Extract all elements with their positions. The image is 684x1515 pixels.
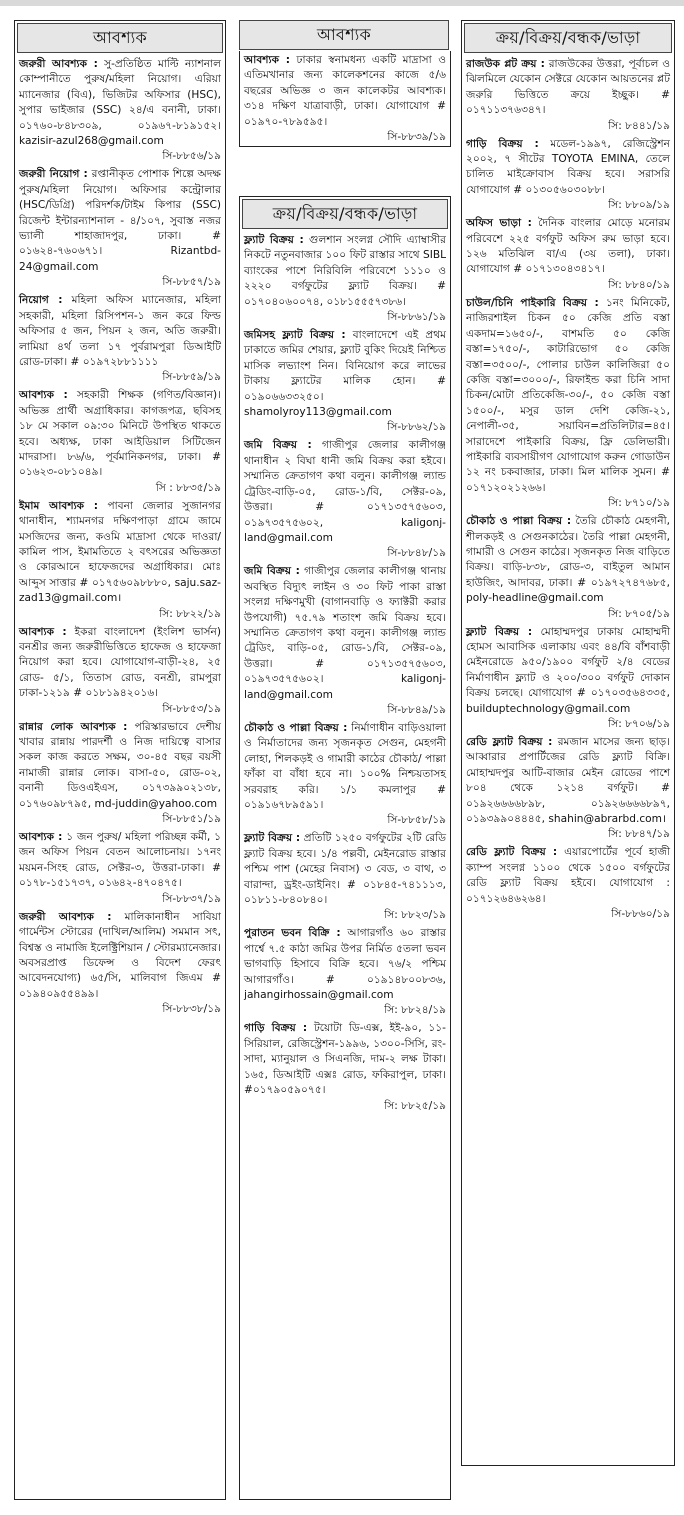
classified-ad xyxy=(462,623,674,733)
ad-text: রমজান মাসের জন্য ছাড়। আব্বারার প্রপার্টিজের রেডি ফ্ল্যাট বিক্রি। মোহাম্মদপুর আটি-বাজার মেইন রোডের পাশে ৮০৪ থেকে ১২১৪ বর্গফুট। # ০১৯২৬৬৬৬৮৯৮, ০১৯২৬৬৬৬৮৯৭, ০১৯৩৯৯০৪৪৪৫, shahin@abrarbd.com। xyxy=(466,736,671,826)
classified-ad xyxy=(15,165,225,291)
ad-ref: সি-৮৮৪৯/১৯ xyxy=(387,703,446,716)
ad-ref: সি: ৮৪৪১/১৯ xyxy=(608,119,670,132)
ad-title: ফ্ল্যাট বিক্রয় : xyxy=(244,234,304,246)
classified-ad xyxy=(462,294,674,512)
ad-ref: সি: ৮৮৪৭/১৯ xyxy=(608,828,670,841)
ad-text: পাবনা জেলার সুজানগর থানাধীন, শ্যামনগর দক্ষিণপাড়া গ্রামে জামে মসজিদের জন্য, কওমি মাদ্রাসা থেকে দাওরা/ কামিল পাস, ইমামতিতে ২ বৎসরের অভিজ্ঞতা ও কোরআনে হাফেজদের অগ্রাধিকার। মোঃ আব্দুস সাত্তার # ০১৭৫৬০৯৮৮৮০, saju.saz-zad13@gmail.com। xyxy=(19,499,221,605)
ad-title: পুরাতন ভবন বিক্রি : xyxy=(244,927,341,940)
classified-ad xyxy=(462,214,674,294)
ad-body xyxy=(462,55,674,119)
ad-title: রেডি ফ্ল্যাট বিক্রয় : xyxy=(466,736,553,749)
ad-title: জরুরী আবশ্যক : xyxy=(19,58,98,70)
ad-ref: সি-৮৮৩৭/১৯ xyxy=(162,892,221,905)
ad-body xyxy=(15,497,225,607)
ad-body xyxy=(15,828,225,892)
ad-title: চৌকাঠ ও পাল্লা বিক্রয় : xyxy=(466,515,572,528)
ad-title: আবশ্যক : xyxy=(19,625,67,638)
ad-ref: সি: ৮৮০৯/১৯ xyxy=(608,199,670,212)
classified-ad xyxy=(240,231,450,326)
ad-ref: সি: ৮৮২৪/১৯ xyxy=(384,1004,446,1017)
ad-text: গাজীপুর জেলার কালীগঞ্জ থানায় অবস্থিত বিদ্যুৎ লাইন ও ৩০ ফিট পাকা রাস্তা সংলগ্ন দক্ষিণমুখী (বাগানবাড়ি ও ফ্যাক্টরী করার উপযোগী) ৭৫.৭৯ শতাংশ জমি বিক্রয় হবে। সম্মানিত ক্রেতাগণ কথা বলুন। কালীগঞ্জ ল্যান্ড ট্রেডিং, বাড়ি-০৫, রোড-১/বি, সেক্টর-০৯, উত্তরা। # ০১৭১৩৫৭৫৬০৩, ০১৯৭৩৫৭৫৬০২। kaligonj-land@gmail.com xyxy=(244,565,447,701)
ad-text: গাজীপুর জেলার কালীগঞ্জ থানাধীন ২ বিঘা ধানী জমি বিক্রয় করা হইবে। সম্মানিত ক্রেতাগণ কথা বলুন। কালীগঞ্জ ল্যান্ড ট্রেডিং-বাড়ি-০৫, রোড-১/বি, সেক্টর-০৯, উত্তরা। # ০১৭১৩৫৭৫৬০৩, ০১৯৭৩৫৭৫৬০২, kaligonj-land@gmail.com xyxy=(244,439,447,544)
ad-ref: সি: ৮৭০৫/১৯ xyxy=(608,607,670,620)
classified-ad xyxy=(15,386,225,496)
ad-title: আবশ্যক : xyxy=(244,54,291,66)
ad-body xyxy=(240,51,450,130)
ad-ref: সি-৮৮৫৬/১৯ xyxy=(162,150,221,163)
ad-text: ঢাকার স্বনামধন্য একটি মাদ্রাসা ও এতিমখানার জন্য কালেকশনের কাজে ৫/৬ বছরের অভিজ্ঞ ৩ জন কালেকটর আবশ্যক। ৩১৪ দক্ষিণ যাত্রাবাড়ী, ঢাকা। যোগাযোগ # ০১৯৭০-৭৮৯৫৯৫। xyxy=(244,54,446,128)
column-sale-middle xyxy=(239,196,451,1500)
classified-ad xyxy=(240,326,450,436)
ad-title: আবশ্যক : xyxy=(19,389,68,402)
classified-ad xyxy=(462,733,674,843)
ad-title: রান্নার লোক আবশ্যক : xyxy=(19,720,128,733)
ad-body xyxy=(15,386,225,480)
ad-title: রাজউক প্লট ক্রয় : xyxy=(466,58,545,70)
ad-title: চাউল/চিনি পাইকারি বিক্রয় : xyxy=(466,296,599,309)
classified-ad xyxy=(240,1019,450,1114)
ad-title: জরুরী আবশ্যক : xyxy=(19,910,112,923)
ad-ref: সি: ৮৭০৬/১৯ xyxy=(608,718,670,731)
ad-text: তৈরি চৌকাঠ মেহগনী, শীলকড়ই ও সেগুনকাঠের। তৈরি পাল্লা মেহগনী, গামারী ও সেগুন কাঠের। সৃজনকৃত নিজ বাড়িতে বিক্রয়। বাড়ি-৮৩৮, রোড-৩, বাইতুল আমান হাউজিং, আদাবর, ঢাকা। # ০১৯৭২৭৪৭৬৮৫, poly-headline@gmail.com xyxy=(466,515,671,605)
ad-title: ফ্ল্যাট বিক্রয় : xyxy=(466,625,533,638)
ad-text: বাংলাদেশে এই প্রথম ঢাকাতে জমির শেয়ার, ফ্ল্যাট বুকিং দিয়েই নিশ্চিত মাসিক লভ্যাংশ নিন। বিনিয়োগ করে লাভের টাকায় ফ্ল্যাটের মালিক হোন। # ০১৯০৬৬৩৩২৫০। shamolyroy113@gmail.com xyxy=(244,329,447,419)
ad-body xyxy=(15,291,225,370)
ad-title: রেডি ফ্ল্যাট বিক্রয় : xyxy=(466,846,558,859)
ad-body xyxy=(240,562,450,703)
ad-body xyxy=(240,924,450,1003)
ad-title: ইমাম আবশ্যক : xyxy=(19,499,99,512)
classified-ad xyxy=(15,291,225,386)
ad-body xyxy=(462,512,674,606)
classified-ad xyxy=(15,55,225,165)
classified-ad xyxy=(240,924,450,1019)
ad-text: রাজউকের উত্তরা, পূর্বাচল ও ঝিলমিলে যেকোন সেক্টরে যেকোন আয়তনের প্লট জরুরি ভিত্তিতে ক্রয়ে ইচ্ছুক। # ০১৭১১৩৭৬৩৪৭। xyxy=(466,58,670,117)
ad-body xyxy=(15,165,225,275)
classified-ad xyxy=(462,135,674,215)
classified-ad xyxy=(240,562,450,719)
column-jobs-small xyxy=(239,20,449,50)
ad-title: অফিস ভাড়া : xyxy=(466,217,532,230)
ad-title: জমিসহ ফ্ল্যাট বিক্রয় : xyxy=(244,329,346,342)
ad-ref: সি-৮৮৬২/১৯ xyxy=(387,421,446,434)
classified-ad xyxy=(462,843,674,923)
classified-ad xyxy=(15,718,225,828)
ad-text: টয়োটা ডি-এক্স, ইই-৯০, ১১-সিরিয়াল, রেজিস্ট্রেশন-১৯৯৬, ১৩০০-সিসি, রং-সাদা, ম্যানুয়াল ও সিএনজি, দাম-২ লক্ষ টাকা। ১৬৫, ডিআইটি এক্সঃ রোড, ফকিরাপুল, ঢাকা। #০১৭৯০৫৯০৭৫। xyxy=(244,1022,446,1097)
ad-ref: সি-৮৮৫৩/১৯ xyxy=(162,702,221,715)
ad-body xyxy=(462,623,674,717)
classified-ad xyxy=(462,55,674,135)
ad-ref: সি-৮৮৫৭/১৯ xyxy=(162,276,221,289)
ad-ref: সি-৮৮৫৯/১৯ xyxy=(162,371,221,384)
column-jobs xyxy=(14,20,226,1500)
ad-title: ফ্ল্যাট বিক্রয় : xyxy=(244,832,301,845)
ad-text: ১ জন পুরুষ/ মহিলা পরিচ্ছন্ন কর্মী, ১ জন অফিস পিয়ন বেতন আলোচনায়। ১৭নং ময়মন-সিংহ রোড, সেক্টর-৩, উত্তরা-ঢাকা। # ০১৭৮-১৫১৭৩৭, ০১৬৪২-৪৭০৪৭৫। xyxy=(19,831,221,890)
ad-ref: সি-৮৮৪৮/১৯ xyxy=(387,547,446,560)
ad-body xyxy=(462,214,674,278)
ad-ref: সি: ৮৮২৩/১৯ xyxy=(384,909,446,922)
ad-text: দৈনিক বাংলার মোড়ে মনোরম পরিবেশে ২২৫ বর্গফুট অফিস রুম ভাড়া হবে। ১২৬ মতিঝিল বা/এ (৩য় তলা), ঢাকা। যোগাযোগ # ০১৭১৩০৪৩৪১৭। xyxy=(466,217,670,276)
ad-title: জমি বিক্রয় : xyxy=(244,565,300,578)
ad-list xyxy=(462,55,674,923)
ad-text: নির্মাণাধীন বাড়িওয়ালা ও নির্মাতাদের জন্য সৃজনকৃত সেগুন, মেহগনী লোহা, শিলকড়ই ও গামারী কাঠের চৌকাঠ/ পাল্লা ফাঁকা বা বাঁধা হবে না। ১০০% নিশ্চয়তাসহ সরবরাহ করি। ১/১ কমলাপুর # ০১৯১৬৭৮৯৫৯১। xyxy=(244,721,446,811)
ad-ref: সি: ৮৮২৫/১৯ xyxy=(384,1099,446,1112)
section-header: আবশ্যক xyxy=(239,20,449,50)
ad-ref: সি-৮৮৫৮/১৯ xyxy=(387,814,446,827)
ad-body xyxy=(15,718,225,812)
ad-ref: সি-৮৮৩৯/১৯ xyxy=(387,131,446,144)
ad-ref: সি-৮৮৬১/১৯ xyxy=(387,311,446,324)
ad-body xyxy=(240,829,450,908)
ad-title: গাড়ি বিক্রয় : xyxy=(244,1022,308,1035)
ad-text: মডেল-১৯৯৭, রেজিস্ট্রেশন ২০০২, ৭ সীটের TOYOTA EMINA, তেলে চালিত মাইক্রোবাস বিক্রয় হবে। সরাসরি যোগাযোগ # ০১৩০৫৬০৩০৮৮। xyxy=(466,137,670,196)
section-header: ক্রয়/বিক্রয়/বন্ধক/ভাড়া xyxy=(464,23,672,53)
ad-text: রপ্তানীকৃত পোশাক শিল্পে অদক্ষ পুরুষ/মহিলা নিয়োগ। অফিসার কন্ট্রোলার (HSC/ডিগ্রি) পরিদর্শক/টাইম কিপার (SSC) রিজেন্ট ইন্টারন্যাশনাল - ৪/১০৭, সুবাস্ত নজর ভ্যালী শাহাজাদপুর, ঢাকা। # ০১৬২৪-৭৬০৬৭১। Rizantbd-24@gmail.com xyxy=(19,168,221,273)
ad-body xyxy=(15,623,225,702)
ad-body xyxy=(462,294,674,496)
ad-body xyxy=(15,55,225,149)
ad-ref: সি: ৮৮৪০/১৯ xyxy=(608,278,670,291)
classified-ad xyxy=(15,908,225,1018)
ad-text: সু-প্রতিষ্ঠিত মাল্টি ন্যাশনাল কোম্পানীতে পুরুষ/মহিলা নিয়োগ। এরিয়া ম্যানেজার (বিএ), ভিজিটর অফিসার (HSC), সুপার ভাইজার (SSC) ২৪/এ বনানী, ঢাকা। ০১৭৬০-৮৪৮৩০৯, ০১৯৬৭-৮১৯১৫২। kazisir-azul268@gmail.com xyxy=(19,58,221,148)
ad-body xyxy=(240,231,450,310)
ad-body xyxy=(15,908,225,1002)
ad-text: ১নং মিনিকেট, নাজিরশাইল চিকন ৫০ কেজি প্রতি বস্তা একদাম=১৬৫০/-, বাশমতি ৫০ কেজি বস্তা=১৭৫০/-, কাটারিভোগ ৫০ কেজি বস্তা=৩৫০০/-, পোলার চাউল কালিজিরা ৫০ কেজি বস্তা=৩০০০/-, রিফাইন্ড করা চিনি সাদা চিকন/মোটা প্রতিকেজি-৩০/-, ৫০ কেজি বস্তা ১৫০০/-, মসুর ডাল দেশি কেজি-২১, নেপালী-৩৫, সয়াবিন=প্রতিলিটার=৪৫। সারাদেশে পাইকারি বিক্রয়, ফ্রি ডেলিভারী। পাইকারি ব্যবসায়ীগণ যোগাযোগ করুন গোডাউন ১২ নং চকবাজার, ঢাকা। মিল মালিক সুমন। # ০১৭১২০২১২৬৬। xyxy=(466,296,670,494)
ad-body xyxy=(240,326,450,420)
top-strip xyxy=(0,0,684,6)
classified-ad xyxy=(15,497,225,623)
ad-text: প্রতিটি ১২৫০ বর্গফুটের ২টি রেডি ফ্ল্যাট বিক্রয় হবে। ১/৪ পল্লবী, মেইনরোড রাস্তার পশ্চিম পাশ (মেহের নিবাস) ৩ বেড, ৩ বাথ, ৩ বারান্দা, ড্রইং-ডাইনিং। # ০১৮৪৫-৭৪১১১৩, ০১৮১১-৮৪০৮৪০। xyxy=(244,832,446,907)
ad-ref: সি: ৮৭১০/১৯ xyxy=(608,497,670,510)
ad-title: আবশ্যক : xyxy=(19,831,63,844)
ad-text: মালিকানাধীন সাবিয়া গার্মেন্টস স্টোরের (দাখিল/আলিম) সমমান সৎ, বিশ্বস্ত ও নামাজি ইলেক্ট্রিশিয়ান / স্টোরম্যানেজার। অবসরপ্রাপ্ত ডিফেন্স ও বিদেশ ফেরৎ আবেদনযোগ্য) ৬৫/সি, মালিবাগ জিএম # ০১৯৪০৯৫৫৪৯৯। xyxy=(19,910,221,1000)
ad-title: জমি বিক্রয় : xyxy=(244,439,312,452)
ad-ref: সি-৮৮৫১/১৯ xyxy=(162,813,221,826)
section-header: আবশ্যক xyxy=(17,23,223,53)
ad-text: আগারগাঁও ৬০ রাস্তার পার্শ্বে ৭.৫ কাঠা জমির উপর নির্মিত ৫তলা ভবন ভাগবাড়ি হিসাবে বিক্রি হবে। ৭৬/২ পশ্চিম আগারগাঁও। # ০১৯১৪৮০০৮৩৬, jahangirhossain@gmail.com xyxy=(244,927,446,1002)
ad-ref: সি-৮৮৬০/১৯ xyxy=(611,908,670,921)
classified-ad xyxy=(15,828,225,908)
ad-body xyxy=(240,719,450,813)
ad-text: ইকরা বাংলাদেশ (ইংলিশ ভার্সন) বনশ্রীর জন্য জরুরীভিত্তিতে হাফেজ ও হাফেজা নিয়োগ করা হবে। যোগাযোগ-বাড়ী-২৪, ২৫ রোড- ৫/১, তিতাস রোড, বনশ্রী, রামপুরা ঢাকা-১২১৯ # ০১৮১৯৪২০১৬। xyxy=(19,625,221,700)
ad-text: এয়ারপোর্টের পূর্বে হাজী ক্যাম্প সংলগ্ন ১১০০ থেকে ১৫০০ বর্গফুটের রেডি ফ্ল্যাট বিক্রয় হইবে। যোগাযোগ : ০১৭১২৬৪৬২৬৪। xyxy=(466,846,670,905)
classified-ad xyxy=(15,623,225,718)
classified-ad xyxy=(462,512,674,622)
ad-text: মহিলা অফিস ম্যানেজার, মহিলা সহকারী, মহিলা রিসিপশন-১ জন করে ফিল্ড অফিসার ৫ জন, পিয়ন ২ জন, অতি জরুরী। লামিয়া ৪র্থ তলা ১৭ পুর্বরামপুরা ডিআইটি রোড-ঢাকা। # ০১৯৭২৮৮১১১১ xyxy=(19,294,221,368)
ad-title: জরুরী নিয়োগ : xyxy=(19,168,88,181)
ad-body xyxy=(240,436,450,546)
ad-title: চৌকাঠ ও পাল্লা বিক্রয় : xyxy=(244,721,348,734)
ad-body xyxy=(240,1019,450,1098)
ad-text: পরিস্কারভাবে দেশীয় খাবার রান্নায় পারদর্শী ও নিজ দায়িত্বে বাসার সকল কাজ করতে সক্ষম, ৩০-৪৫ বছর বয়সী নামাজী রান্নার লোক। বাসা-৫০, রোড-০২, বনানী ডিওএইএস, ০১৭৩৯৯০২১৩৮, ০১৭৬০৯৮৭৯৫, md-juddin@yahoo.com xyxy=(19,720,221,810)
ad-title: গাড়ি বিক্রয় : xyxy=(466,137,539,150)
ad-list xyxy=(240,231,450,1115)
ad-body xyxy=(462,135,674,199)
ad-body xyxy=(462,843,674,907)
ad-text: মোহাম্মদপুর ঢাকায় মোহাম্মদী হোমস আবাসিক এলাকায় এবং ৪৪/বি বাঁশবাড়ী মেইনরোডে ৯৫০/১৯০০ বর্গফুট ২/৪ বেডের নির্মাণাধীন ফ্ল্যাট ও ২০০/৩০০ বর্গফুট দোকান বিক্রয় চলছে। যোগাযোগ # ০১৭০৩৫৬৪৩৩৫, builduptechnology@gmail.com xyxy=(466,625,671,715)
classified-ad xyxy=(240,436,450,562)
ad-text: গুলশান সংলগ্ন সৌদি এ্যাম্বাসীর নিকটে নতুনবাজার ১০০ ফিট রাস্তার সাথে SIBL ব্যাংকের পাশে নিরিবিলি পরিবেশে ১১১০ ও ২২২০ বর্গফুটের ফ্ল্যাট বিক্রয়। # ০১৭০৪০৬০০৭৪, ০১৮১৫৫৫৭৩৮৬। xyxy=(244,234,446,308)
ad-list xyxy=(15,55,225,1018)
ad-ref: সি: ৮৮২২/১৯ xyxy=(159,607,221,620)
classified-ad xyxy=(240,829,450,924)
classified-ad xyxy=(240,719,450,829)
classified-ad xyxy=(239,51,451,147)
ad-text: সহকারী শিক্ষক (গণিত/বিজ্ঞান)। অভিজ্ঞ প্রার্থী অগ্রাধিকার। কাগজপত্র, ছবিসহ ১৮ মে সকাল ০৯:৩০ মিনিটে উপস্থিত থাকতে হবে। অধ্যক্ষ, ঢাকা আইডিয়াল সিটিজেন মাদরাসা। ৮৬/৬, পূর্বমানিকনগর, ঢাকা। # ০১৬২৩-০৮১০৪৯। xyxy=(19,389,221,479)
column-sale-right xyxy=(461,20,675,1466)
ad-title: নিয়োগ : xyxy=(19,294,63,307)
ad-ref: সি : ৮৮৩৫/১৯ xyxy=(155,481,221,494)
section-header: ক্রয়/বিক্রয়/বন্ধক/ভাড়া xyxy=(242,199,448,229)
ad-body xyxy=(462,733,674,827)
ad-ref: সি-৮৮৩৮/১৯ xyxy=(162,1003,221,1016)
